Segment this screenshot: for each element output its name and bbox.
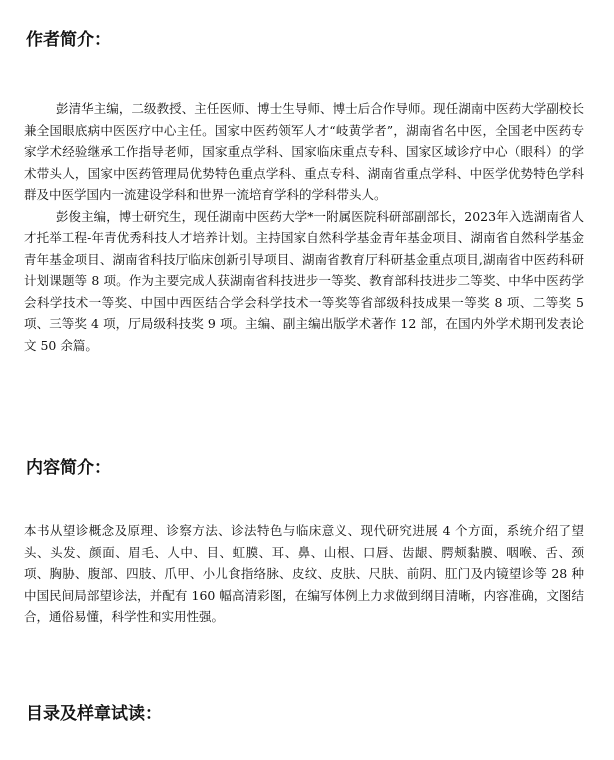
content-intro-section — [24, 520, 584, 628]
content-intro-heading: 内容简介： — [26, 458, 111, 478]
content-intro-paragraph: 本书从望诊概念及原理、诊察方法、诊法特色与临床意义、现代研究进展 4 个方面，系统介绍了望头、头发、颜面、眉毛、人中、目、虹膜、耳、鼻、山根、口唇、齿龈、腭颊黏膜、咽喉、舌、颈项、胸胁、腹部、四肢、爪甲、小儿食指络脉、皮纹、皮肤、尺肤、前阴、肛门及内镜望诊等 28 种中国民间局部望诊法，并配有 160 幅高清彩图，在编写体例上力求做到纲目清晰，内容准确，文图结合，通俗易懂，科学性和实用性强。 — [24, 523, 584, 624]
toc-sample-heading: 目录及样章试读： — [26, 704, 162, 724]
author-bio-paragraph: 彭清华主编，二级教授、主任医师、博士生导师、博士后合作导师。现任湖南中医药大学副校长兼全国眼底病中医医疗中心主任。国家中医药领军人才“岐黄学者”，湖南省名中医，全国老中医药专家学术经验继承工作指导老师，国家重点学科、国家临床重点专科、国家区域诊疗中心（眼科）的学术带头人，国家中医药管理局优势特色重点学科、重点专科、湖南省重点学科、中医学优势特色学科群及中医学国内一流建设学科和世界一流培育学科的学科带头人。 — [24, 101, 584, 202]
author-intro-heading: 作者简介： — [26, 30, 111, 50]
author-bio-paragraph: 彭俊主编，博士研究生，现任湖南中医药大学*一附属医院科研部副部长，2023年入选湖南省人才托举工程-年青优秀科技人才培养计划。主持国家自然科学基金青年基金项目、湖南省自然科学基金青年基金项目、湖南省科技厅临床创新引导项目、湖南省教育厅科研基金重点项目,湖南省中医药科研计划课题等 8 项。作为主要完成人获湖南省科技进步一等奖、教育部科技进步二等奖、中华中医药学会科学技术一等奖、中国中西医结合学会科学技术一等奖等省部级科技成果一等奖 8 项、二等奖 5 项、三等奖 4 项，厅局级科技奖 9 项。主编、副主编出版学术著作 12 部，在国内外学术期刊发表论文 50 余篇。 — [24, 208, 584, 353]
author-intro-section — [24, 98, 584, 356]
